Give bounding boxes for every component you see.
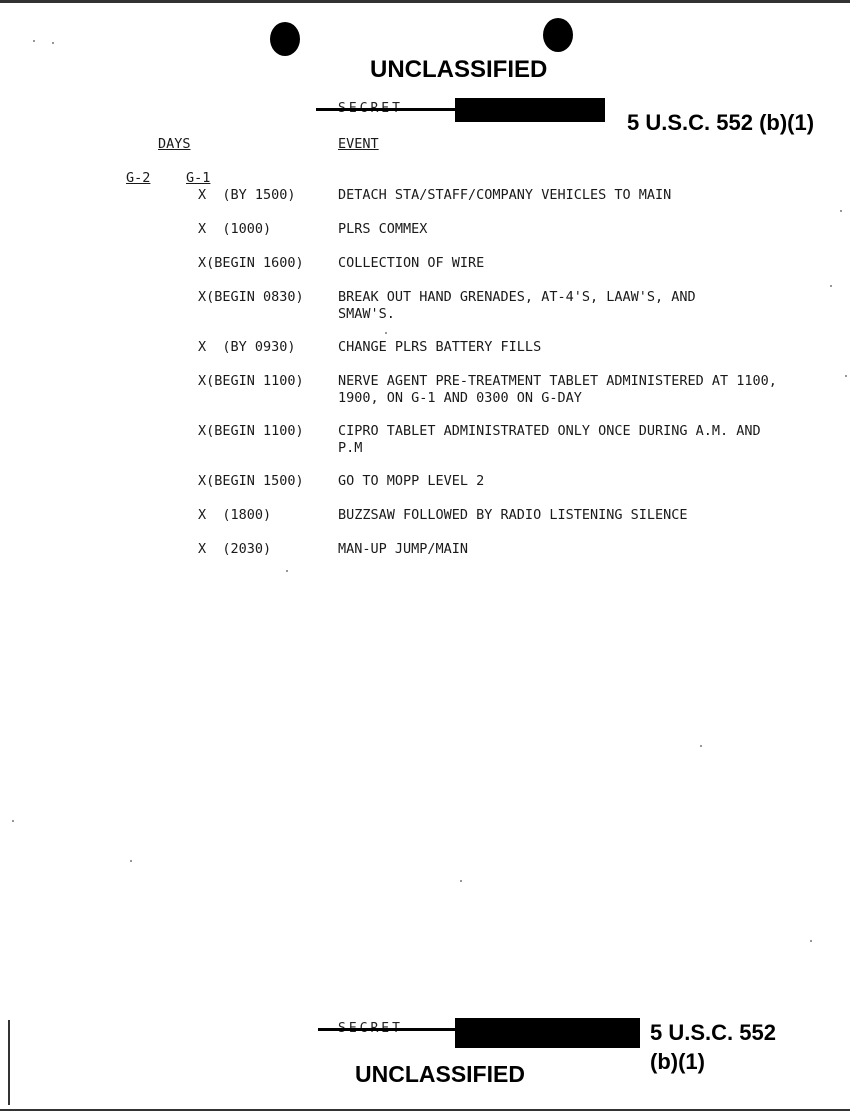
scan-speck <box>12 820 14 822</box>
scan-speck <box>840 210 842 212</box>
column-header-event: EVENT <box>338 136 379 152</box>
redaction-box-header <box>455 98 605 122</box>
scan-speck <box>385 332 387 334</box>
event-time: X(BEGIN 0830) <box>198 289 304 305</box>
page-bottom-edge <box>0 1109 850 1111</box>
event-time: X (BY 0930) <box>198 339 296 355</box>
event-time: X (1000) <box>198 221 272 237</box>
secret-strikethrough-footer <box>318 1028 456 1031</box>
event-description: COLLECTION OF WIRE <box>338 255 485 271</box>
scan-speck <box>830 285 832 287</box>
day-column-g1: G-1 <box>186 170 211 186</box>
event-description: MAN-UP JUMP/MAIN <box>338 541 469 557</box>
exemption-stamp-header: 5 U.S.C. 552 (b)(1) <box>627 110 815 135</box>
column-header-days: DAYS <box>158 136 191 152</box>
event-description: BREAK OUT HAND GRENADES, AT-4'S, LAAW'S, AND SMAW'S. <box>338 289 696 322</box>
scan-speck <box>286 570 288 572</box>
day-column-g2: G-2 <box>126 170 151 186</box>
page-top-edge <box>0 0 850 3</box>
event-description: CHANGE PLRS BATTERY FILLS <box>338 339 542 355</box>
event-description: BUZZSAW FOLLOWED BY RADIO LISTENING SILENCE <box>338 507 688 523</box>
page-left-edge <box>8 1020 10 1105</box>
event-time: X(BEGIN 1100) <box>198 423 304 439</box>
classification-header: UNCLASSIFIED <box>370 56 548 83</box>
punch-hole-right <box>543 18 573 52</box>
scan-speck <box>810 940 812 942</box>
secret-strikethrough-header <box>316 108 456 111</box>
event-time: X (2030) <box>198 541 272 557</box>
scan-speck <box>33 40 35 42</box>
event-description: DETACH STA/STAFF/COMPANY VEHICLES TO MAIN <box>338 187 672 203</box>
event-time: X (BY 1500) <box>198 187 296 203</box>
classification-footer: UNCLASSIFIED <box>355 1061 525 1087</box>
event-description: CIPRO TABLET ADMINISTRATED ONLY ONCE DURING A.M. AND P.M <box>338 423 761 456</box>
scan-speck <box>700 745 702 747</box>
event-time: X (1800) <box>198 507 272 523</box>
scan-speck <box>130 860 132 862</box>
event-time: X(BEGIN 1100) <box>198 373 304 389</box>
event-description: NERVE AGENT PRE-TREATMENT TABLET ADMINISTERED AT 1100, 1900, ON G-1 AND 0300 ON G-DAY <box>338 373 777 406</box>
exemption-stamp-footer-line1: 5 U.S.C. 552 <box>650 1020 776 1045</box>
event-time: X(BEGIN 1600) <box>198 255 304 271</box>
event-description: GO TO MOPP LEVEL 2 <box>338 473 485 489</box>
event-description: PLRS COMMEX <box>338 221 428 237</box>
redaction-box-footer <box>455 1018 640 1048</box>
exemption-stamp-footer-line2: (b)(1) <box>650 1049 705 1074</box>
scan-speck <box>52 42 54 44</box>
scan-speck <box>460 880 462 882</box>
scan-speck <box>845 375 847 377</box>
event-time: X(BEGIN 1500) <box>198 473 304 489</box>
punch-hole-left <box>270 22 300 56</box>
